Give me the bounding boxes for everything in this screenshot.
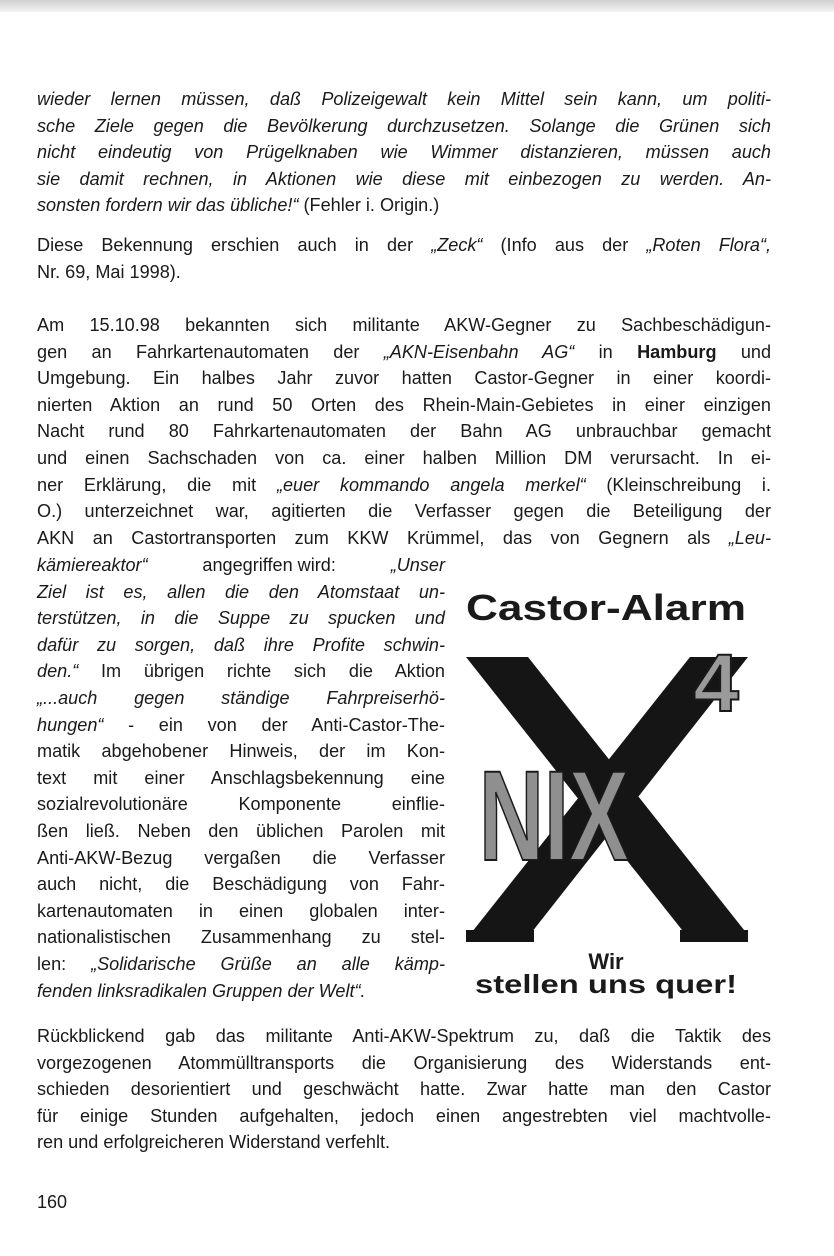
poster-number: 4 — [693, 638, 739, 729]
text-line: matik abgehobener Hinweis, der im Kon- — [37, 741, 445, 762]
quote-start: „Leu- — [728, 527, 771, 548]
quote-end: hungen“ — [37, 714, 104, 735]
source-note: (Fehler i. Origin.) — [303, 195, 440, 216]
text-run: ner Erklärung, die mit — [37, 474, 277, 495]
text-line — [37, 192, 771, 219]
text-line: wieder lernen müssen, daß Polizeigewalt kein Mittel sein kann, um politi- — [37, 89, 771, 109]
text-line: fenden linksradikalen Gruppen der Welt“. — [37, 980, 366, 1001]
text-line: schieden desorientiert und geschwächt hatte. Zwar hatte man den Castor — [37, 1079, 771, 1100]
text-line: text mit einer Anschlagsbekennung eine — [37, 767, 445, 788]
text-line: für einige Stunden aufgehalten, jedoch einen angestrebten viel machtvolle- — [37, 1105, 771, 1126]
paragraph-zeck — [37, 232, 771, 285]
text-run: (Kleinschreibung i. — [585, 474, 771, 495]
publication-zeck: „Zeck“ — [431, 235, 483, 255]
castor-alarm-poster — [458, 585, 754, 1000]
quote-end: den.“ — [37, 661, 79, 682]
text-run: in — [574, 341, 638, 362]
text-line: Rückblickend gab das militante Anti-AKW-Spektrum zu, daß die Taktik des — [37, 1026, 771, 1046]
text-line — [37, 552, 445, 579]
text-line: nierten Aktion an rund 50 Orten des Rhein-Main-Gebietes in einer einzigen — [37, 394, 771, 415]
text-run: - ein von der Anti-Castor-The- — [103, 714, 445, 735]
text-line: vorgezogenen Atommülltransports die Organisierung des Widerstands ent- — [37, 1052, 771, 1073]
text-line: Am 15.10.98 bekannten sich militante AKW-Gegner zu Sachbeschädigun- — [37, 315, 771, 335]
publication-flora: „Roten Flora“, — [646, 235, 771, 255]
text-line — [37, 472, 771, 499]
text-line: „...auch gegen ständige Fahrpreiserhö- — [37, 687, 445, 708]
poster-slogan-line2: stellen uns quer! — [475, 969, 737, 999]
text-line — [37, 712, 445, 739]
text-line — [37, 232, 771, 259]
quote-start: „Unser — [390, 555, 445, 575]
text-run: Im übrigen richte sich die Aktion — [78, 661, 445, 682]
text-line: nationalistischen Zusammenhang zu stel- — [37, 927, 445, 948]
poster-title: Castor-Alarm — [466, 587, 746, 628]
text-line: und einen Sachschaden von ca. einer halben Million DM verursacht. In ei- — [37, 447, 771, 468]
text-run: (Info aus der — [482, 235, 647, 255]
text-line — [37, 339, 771, 366]
text-line — [37, 525, 771, 552]
paragraph-retrospective — [37, 1023, 771, 1156]
text-line: ren und erfolgreicheren Widerstand verfehlt. — [37, 1132, 391, 1153]
text-line: kartenautomaten in einen globalen inter- — [37, 900, 445, 921]
text-line: ßen ließ. Neben den üblichen Parolen mit — [37, 820, 445, 841]
paragraph-quote-continuation — [37, 86, 771, 219]
city-name: Hamburg — [637, 341, 717, 362]
text-line: O.) unterzeichnet war, agitierten die Verfasser gegen die Beteiligung der — [37, 501, 771, 522]
text-line: nicht eindeutig von Prügelknaben wie Wimmer distanzieren, müssen auch — [37, 142, 771, 163]
text-line: sozialrevolutionäre Komponente einflie- — [37, 794, 445, 815]
text-line: sie damit rechnen, in Aktionen wie diese mit einbezogen zu werden. An- — [37, 168, 771, 189]
company-name: „AKN-Eisenbahn AG“ — [383, 341, 575, 362]
text-line: Umgebung. Ein halbes Jahr zuvor hatten Castor-Gegner in einer koordi- — [37, 368, 771, 389]
quote-word: kämiereaktor“ — [37, 555, 148, 575]
text-run: und — [716, 341, 772, 362]
text-line: Ziel ist es, allen die den Atomstaat un- — [37, 581, 445, 602]
text-line: Nacht rund 80 Fahrkartenautomaten der Bahn AG unbrauchbar gemacht — [37, 421, 771, 442]
text-line: sche Ziele gegen die Bevölkerung durchzusetzen. Solange die Grünen sich — [37, 115, 771, 136]
text-run: angegriffen wird: — [202, 555, 336, 575]
text-line: Nr. 69, Mai 1998). — [37, 261, 181, 282]
poster-slogan-line1: Wir — [588, 949, 624, 974]
text-line: Anti-AKW-Bezug vergaßen die Verfasser — [37, 847, 445, 868]
signature-quote: „euer kommando angela merkel“ — [276, 474, 586, 495]
text-line: terstützen, in die Suppe zu spucken und — [37, 608, 445, 629]
poster-letters: NIX — [479, 745, 629, 888]
scan-top-edge — [0, 0, 834, 12]
text-line — [37, 658, 445, 685]
quote-end: sonsten fordern wir das übliche!“ — [37, 195, 299, 216]
quote-start: „Solidarische Grüße an alle kämp- — [91, 953, 445, 974]
text-run: len: — [37, 953, 92, 974]
paragraph-wrapped-column — [37, 552, 445, 1004]
text-run: AKN an Castortransporten zum KKW Krümmel, das von Gegnern als — [37, 527, 729, 548]
text-line: auch nicht, die Beschädigung von Fahr- — [37, 874, 445, 895]
text-line: dafür zu sorgen, daß ihre Profite schwin- — [37, 634, 445, 655]
text-line — [37, 951, 445, 978]
text-run: gen an Fahrkartenautomaten der — [37, 341, 384, 362]
page-number: 160 — [37, 1192, 68, 1212]
paragraph-akn — [37, 312, 771, 551]
text-run: Diese Bekennung erschien auch in der — [37, 235, 432, 255]
